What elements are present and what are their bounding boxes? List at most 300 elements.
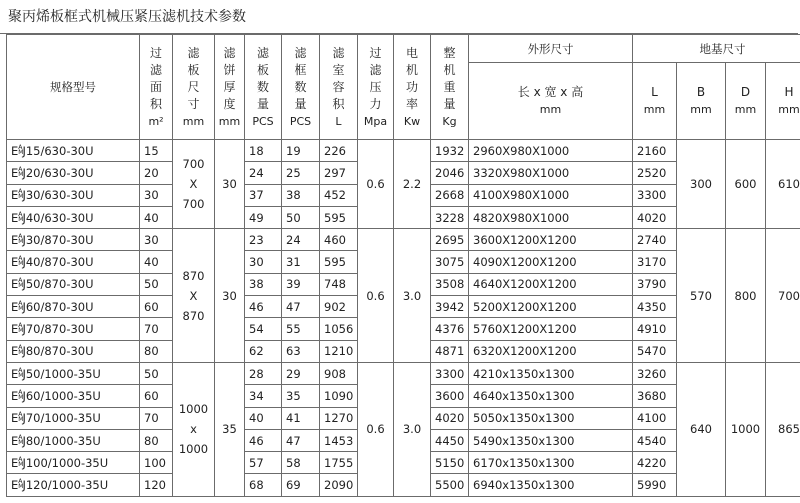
- cell-filter-pressure: 0.6: [358, 229, 394, 363]
- cell-filter-area: 60: [140, 385, 173, 407]
- model-prefix: E: [11, 143, 19, 158]
- header-char: 过: [149, 45, 162, 60]
- cell-chamber-volume: 748: [320, 273, 358, 295]
- superscript-part: A: [18, 188, 22, 196]
- cell-frame-count: 47: [282, 429, 320, 451]
- header-foundation: 地基尺寸: [633, 35, 800, 63]
- superscript-part: A: [18, 322, 22, 330]
- model-code: J40/870-30U: [22, 255, 94, 270]
- cell-foundation-l: 4020: [633, 206, 677, 228]
- cell-plate-count: 49: [245, 206, 282, 228]
- cell-filter-area: 30: [140, 229, 173, 251]
- header-motor-power: [394, 35, 431, 140]
- superscript-part: A: [18, 411, 22, 419]
- cell-dimensions: 5050x1350x1300: [469, 407, 633, 429]
- model-prefix: E: [11, 277, 19, 292]
- header-filter-pressure: [358, 35, 394, 140]
- cell-chamber-volume: 452: [320, 184, 358, 206]
- model-code: J50/1000-35U: [22, 366, 101, 381]
- cell-frame-count: 58: [282, 452, 320, 474]
- header-char: 量: [443, 96, 456, 111]
- header-char: 数: [256, 79, 269, 94]
- header-char: 滤: [223, 45, 236, 60]
- cell-plate-count: 68: [245, 474, 282, 496]
- model-code: J15/630-30U: [22, 143, 94, 158]
- cell-model: [7, 385, 140, 407]
- cell-filter-area: 50: [140, 273, 173, 295]
- cell-foundation-l: 4910: [633, 318, 677, 340]
- cell-weight: 3600: [431, 385, 469, 407]
- cell-plate-count: 37: [245, 184, 282, 206]
- superscript-part: M: [18, 349, 23, 357]
- header-chamber-volume: [320, 35, 358, 140]
- cell-frame-count: 19: [282, 140, 320, 162]
- model-code: J80/870-30U: [22, 344, 94, 359]
- cell-filter-area: 70: [140, 318, 173, 340]
- cell-frame-count: 41: [282, 407, 320, 429]
- cell-plate-count: 23: [245, 229, 282, 251]
- superscript-part: A: [18, 366, 22, 374]
- model-superscript: [18, 323, 22, 333]
- header-dimensions: 外形尺寸: [469, 35, 633, 63]
- cell-cake-thickness: 30: [215, 229, 245, 363]
- document-title: 聚丙烯板框式机械压紧压滤机技术参数: [0, 0, 798, 34]
- model-code: J30/870-30U: [22, 232, 94, 247]
- foundation-l-label: L: [651, 85, 658, 99]
- cell-dimensions: 4210x1350x1300: [469, 362, 633, 384]
- header-unit: PCS: [252, 114, 274, 128]
- table-row: [7, 229, 800, 251]
- header-char: 率: [405, 96, 418, 111]
- cell-filter-area: 40: [140, 206, 173, 228]
- model-prefix: E: [11, 411, 19, 426]
- plate-size-part: 1000: [178, 402, 209, 417]
- model-prefix: E: [11, 433, 19, 448]
- header-char: 电: [405, 45, 418, 60]
- dimensions-unit: mm: [539, 103, 562, 116]
- cell-plate-count: 62: [245, 340, 282, 362]
- model-prefix: E: [11, 322, 19, 337]
- cell-weight: 5500: [431, 474, 469, 496]
- table-body: [7, 140, 800, 497]
- header-char: 框: [294, 62, 307, 77]
- cell-filter-area: 20: [140, 162, 173, 184]
- cell-frame-count: 47: [282, 296, 320, 318]
- cell-dimensions: 4640x1350x1300: [469, 385, 633, 407]
- cell-dimensions: 6320X1200X1200: [469, 340, 633, 362]
- superscript-part: M: [18, 327, 23, 335]
- header-char: 面: [149, 79, 162, 94]
- table-row: [7, 140, 800, 162]
- cell-frame-count: 69: [282, 474, 320, 496]
- cell-model: [7, 140, 140, 162]
- model-code: J70/870-30U: [22, 322, 94, 337]
- model-superscript: [18, 390, 22, 400]
- cell-frame-count: 29: [282, 362, 320, 384]
- cell-filter-area: 100: [140, 452, 173, 474]
- model-code: J100/1000-35U: [22, 455, 109, 470]
- cell-frame-count: 24: [282, 229, 320, 251]
- header-char: 滤: [187, 45, 200, 60]
- cell-plate-count: 28: [245, 362, 282, 384]
- cell-foundation-h: 865: [766, 362, 800, 496]
- cell-dimensions: 5490x1350x1300: [469, 429, 633, 451]
- cell-filter-area: 50: [140, 362, 173, 384]
- plate-size-part: 700: [182, 157, 205, 172]
- superscript-part: A: [18, 165, 22, 173]
- cell-chamber-volume: 908: [320, 362, 358, 384]
- cell-foundation-l: 5470: [633, 340, 677, 362]
- cell-dimensions: 3320X980X1000: [469, 162, 633, 184]
- model-prefix: E: [11, 366, 19, 381]
- header-unit: m²: [148, 114, 164, 128]
- cell-model: [7, 251, 140, 273]
- table-row: [7, 362, 800, 384]
- cell-model: [7, 318, 140, 340]
- model-prefix: E: [11, 388, 19, 403]
- header-char: 力: [369, 96, 382, 111]
- cell-model: [7, 362, 140, 384]
- cell-weight: 4450: [431, 429, 469, 451]
- cell-chamber-volume: 1453: [320, 429, 358, 451]
- cell-chamber-volume: 1090: [320, 385, 358, 407]
- header-filter-area: [140, 35, 173, 140]
- model-superscript: [18, 457, 22, 467]
- cell-plate-count: 18: [245, 140, 282, 162]
- header-char: 滤: [294, 45, 307, 60]
- model-superscript: [18, 278, 22, 288]
- header-weight: [431, 35, 469, 140]
- superscript-part: M: [18, 438, 23, 446]
- cell-frame-count: 25: [282, 162, 320, 184]
- cell-chamber-volume: 595: [320, 251, 358, 273]
- model-prefix: E: [11, 188, 19, 203]
- model-prefix: E: [11, 232, 19, 247]
- spec-table: [6, 34, 800, 497]
- cell-chamber-volume: 1210: [320, 340, 358, 362]
- foundation-d-label: D: [740, 85, 751, 99]
- cell-foundation-l: 3170: [633, 251, 677, 273]
- superscript-part: A: [18, 478, 22, 486]
- superscript-part: A: [18, 277, 22, 285]
- plate-size-part: x: [190, 422, 197, 437]
- cell-weight: 4020: [431, 407, 469, 429]
- model-superscript: [18, 345, 22, 355]
- header-char: 板: [256, 62, 269, 77]
- foundation-h-label: H: [784, 85, 794, 99]
- cell-weight: 5150: [431, 452, 469, 474]
- superscript-part: M: [18, 193, 23, 201]
- header-char: 饼: [223, 62, 236, 77]
- model-superscript: [18, 479, 22, 489]
- foundation-b-label: B: [696, 85, 706, 99]
- cell-plate-count: 46: [245, 296, 282, 318]
- superscript-part: M: [18, 460, 23, 468]
- cell-foundation-d: 800: [726, 229, 766, 363]
- header-foundation-d: [726, 63, 766, 140]
- cell-chamber-volume: 1270: [320, 407, 358, 429]
- model-code: J120/1000-35U: [22, 478, 109, 493]
- cell-foundation-l: 5990: [633, 474, 677, 496]
- cell-filter-area: 40: [140, 251, 173, 273]
- cell-chamber-volume: 1056: [320, 318, 358, 340]
- cell-foundation-l: 3300: [633, 184, 677, 206]
- model-superscript: [18, 412, 22, 422]
- cell-filter-pressure: 0.6: [358, 140, 394, 229]
- model-prefix: E: [11, 210, 19, 225]
- model-prefix: E: [11, 478, 19, 493]
- plate-size-part: 870: [182, 308, 205, 323]
- cell-motor-power: 2.2: [394, 140, 431, 229]
- cell-cake-thickness: 30: [215, 140, 245, 229]
- cell-frame-count: 50: [282, 206, 320, 228]
- superscript-part: A: [18, 344, 22, 352]
- model-superscript: [18, 301, 22, 311]
- cell-weight: 3228: [431, 206, 469, 228]
- header-plate-count: [245, 35, 282, 140]
- cell-model: [7, 296, 140, 318]
- cell-filter-pressure: 0.6: [358, 362, 394, 496]
- model-prefix: E: [11, 299, 19, 314]
- header-char: 容: [332, 79, 345, 94]
- cell-weight: 3942: [431, 296, 469, 318]
- header-char: 室: [332, 62, 345, 77]
- superscript-part: M: [18, 304, 23, 312]
- superscript-part: M: [18, 483, 23, 491]
- header-plate-size: [173, 35, 215, 140]
- cell-frame-count: 39: [282, 273, 320, 295]
- cell-foundation-h: 700: [766, 229, 800, 363]
- cell-weight: 3075: [431, 251, 469, 273]
- foundation-b-unit: mm: [690, 103, 712, 116]
- cell-foundation-b: 300: [677, 140, 726, 229]
- cell-dimensions: 5760X1200X1200: [469, 318, 633, 340]
- header-char: 过: [369, 45, 382, 60]
- cell-model: [7, 407, 140, 429]
- header-foundation-h: [766, 63, 800, 140]
- model-superscript: [18, 256, 22, 266]
- cell-model: [7, 162, 140, 184]
- cell-frame-count: 38: [282, 184, 320, 206]
- cell-chamber-volume: 460: [320, 229, 358, 251]
- cell-motor-power: 3.0: [394, 362, 431, 496]
- cell-filter-area: 80: [140, 429, 173, 451]
- plate-size-part: 700: [182, 197, 205, 212]
- model-code: J60/1000-35U: [22, 388, 101, 403]
- cell-dimensions: 4640X1200X1200: [469, 273, 633, 295]
- header-cake-thickness: [215, 35, 245, 140]
- table-header: [7, 35, 800, 140]
- plate-size-part: 870: [182, 268, 205, 283]
- cell-frame-count: 35: [282, 385, 320, 407]
- superscript-part: M: [18, 260, 23, 268]
- cell-chamber-volume: 595: [320, 206, 358, 228]
- cell-plate-count: 40: [245, 407, 282, 429]
- header-char: 尺: [187, 79, 200, 94]
- model-prefix: E: [11, 165, 19, 180]
- cell-weight: 3508: [431, 273, 469, 295]
- cell-foundation-b: 640: [677, 362, 726, 496]
- superscript-part: M: [18, 148, 23, 156]
- header-char: 度: [223, 96, 236, 111]
- header-char: 滤: [256, 45, 269, 60]
- cell-weight: 3300: [431, 362, 469, 384]
- cell-foundation-d: 600: [726, 140, 766, 229]
- superscript-part: M: [18, 282, 23, 290]
- cell-foundation-h: 610: [766, 140, 800, 229]
- cell-plate-count: 38: [245, 273, 282, 295]
- cell-weight: 2668: [431, 184, 469, 206]
- header-char: 量: [256, 96, 269, 111]
- model-code: J80/1000-35U: [22, 433, 101, 448]
- model-superscript: [18, 234, 22, 244]
- header-model: 规格型号: [7, 35, 140, 140]
- cell-chamber-volume: 902: [320, 296, 358, 318]
- cell-filter-area: 15: [140, 140, 173, 162]
- cell-plate-size: [173, 140, 215, 229]
- cell-dimensions: 6170x1350x1300: [469, 452, 633, 474]
- cell-plate-size: [173, 362, 215, 496]
- header-foundation-b: [677, 63, 726, 140]
- plate-size-part: X: [189, 288, 198, 303]
- header-char: 积: [149, 96, 162, 111]
- foundation-d-unit: mm: [734, 103, 757, 116]
- cell-model: [7, 273, 140, 295]
- header-char: 功: [405, 79, 418, 94]
- cell-model: [7, 184, 140, 206]
- header-foundation-l: [633, 63, 677, 140]
- cell-chamber-volume: 226: [320, 140, 358, 162]
- header-char: 重: [443, 79, 456, 94]
- cell-chamber-volume: 2090: [320, 474, 358, 496]
- superscript-part: M: [18, 416, 23, 424]
- superscript-part: M: [18, 170, 23, 178]
- superscript-part: A: [18, 143, 22, 151]
- cell-model: [7, 206, 140, 228]
- cell-motor-power: 3.0: [394, 229, 431, 363]
- cell-frame-count: 31: [282, 251, 320, 273]
- cell-plate-count: 46: [245, 429, 282, 451]
- cell-dimensions: 4820X980X1000: [469, 206, 633, 228]
- header-char: 厚: [223, 79, 236, 94]
- cell-weight: 2046: [431, 162, 469, 184]
- cell-foundation-l: 4350: [633, 296, 677, 318]
- header-char: 寸: [187, 96, 200, 111]
- cell-filter-area: 30: [140, 184, 173, 206]
- header-char: 数: [294, 79, 307, 94]
- model-superscript: [18, 368, 22, 378]
- model-code: J30/630-30U: [22, 188, 94, 203]
- cell-filter-area: 120: [140, 474, 173, 496]
- cell-filter-area: 60: [140, 296, 173, 318]
- header-char: 滤: [149, 62, 162, 77]
- header-frame-count: [282, 35, 320, 140]
- cell-filter-area: 80: [140, 340, 173, 362]
- header-unit: L: [335, 114, 342, 128]
- cell-model: [7, 452, 140, 474]
- cell-chamber-volume: 297: [320, 162, 358, 184]
- cell-dimensions: 6940x1350x1300: [469, 474, 633, 496]
- model-code: J20/630-30U: [22, 165, 94, 180]
- cell-foundation-l: 4220: [633, 452, 677, 474]
- header-dimensions-sub: [469, 63, 633, 140]
- cell-foundation-d: 1000: [726, 362, 766, 496]
- cell-dimensions: 4100X980X1000: [469, 184, 633, 206]
- cell-frame-count: 63: [282, 340, 320, 362]
- dimensions-formula: 长 x 宽 x 高: [517, 85, 584, 99]
- cell-model: [7, 429, 140, 451]
- header-char: 板: [187, 62, 200, 77]
- cell-dimensions: 3600X1200X1200: [469, 229, 633, 251]
- cell-filter-area: 70: [140, 407, 173, 429]
- header-unit: PCS: [289, 114, 312, 128]
- plate-size-part: X: [189, 177, 198, 192]
- cell-foundation-l: 3680: [633, 385, 677, 407]
- cell-chamber-volume: 1755: [320, 452, 358, 474]
- cell-foundation-l: 2740: [633, 229, 677, 251]
- header-unit: Mpa: [363, 114, 388, 128]
- cell-frame-count: 55: [282, 318, 320, 340]
- superscript-part: M: [18, 393, 23, 401]
- cell-foundation-l: 4100: [633, 407, 677, 429]
- model-superscript: [18, 435, 22, 445]
- cell-foundation-l: 3790: [633, 273, 677, 295]
- header-unit: mm: [218, 114, 241, 128]
- foundation-l-unit: mm: [643, 103, 666, 116]
- cell-plate-count: 54: [245, 318, 282, 340]
- cell-weight: 2695: [431, 229, 469, 251]
- superscript-part: A: [18, 299, 22, 307]
- cell-foundation-l: 2160: [633, 140, 677, 162]
- header-unit: mm: [182, 114, 205, 128]
- superscript-part: M: [18, 371, 23, 379]
- model-superscript: [18, 189, 22, 199]
- cell-model: [7, 340, 140, 362]
- model-superscript: [18, 167, 22, 177]
- cell-plate-count: 24: [245, 162, 282, 184]
- header-unit: Kg: [442, 114, 457, 128]
- header-char: 量: [294, 96, 307, 111]
- model-prefix: E: [11, 255, 19, 270]
- cell-plate-size: [173, 229, 215, 363]
- cell-weight: 4871: [431, 340, 469, 362]
- cell-weight: 4376: [431, 318, 469, 340]
- superscript-part: M: [18, 215, 23, 223]
- superscript-part: A: [18, 232, 22, 240]
- header-char: 机: [405, 62, 418, 77]
- model-prefix: E: [11, 455, 19, 470]
- plate-size-part: 1000: [178, 442, 209, 457]
- header-char: 滤: [332, 45, 345, 60]
- cell-model: [7, 474, 140, 496]
- header-unit: Kw: [403, 114, 421, 128]
- cell-foundation-l: 3260: [633, 362, 677, 384]
- cell-plate-count: 30: [245, 251, 282, 273]
- header-char: 积: [332, 96, 345, 111]
- cell-foundation-b: 570: [677, 229, 726, 363]
- cell-dimensions: 5200X1200X1200: [469, 296, 633, 318]
- cell-dimensions: 4090X1200X1200: [469, 251, 633, 273]
- header-char: 压: [369, 79, 382, 94]
- model-prefix: E: [11, 344, 19, 359]
- model-code: J50/870-30U: [22, 277, 94, 292]
- cell-plate-count: 57: [245, 452, 282, 474]
- header-char: 整: [443, 45, 456, 60]
- header-char: 滤: [369, 62, 382, 77]
- superscript-part: A: [18, 433, 22, 441]
- model-code: J70/1000-35U: [22, 411, 101, 426]
- model-code: J60/870-30U: [22, 299, 94, 314]
